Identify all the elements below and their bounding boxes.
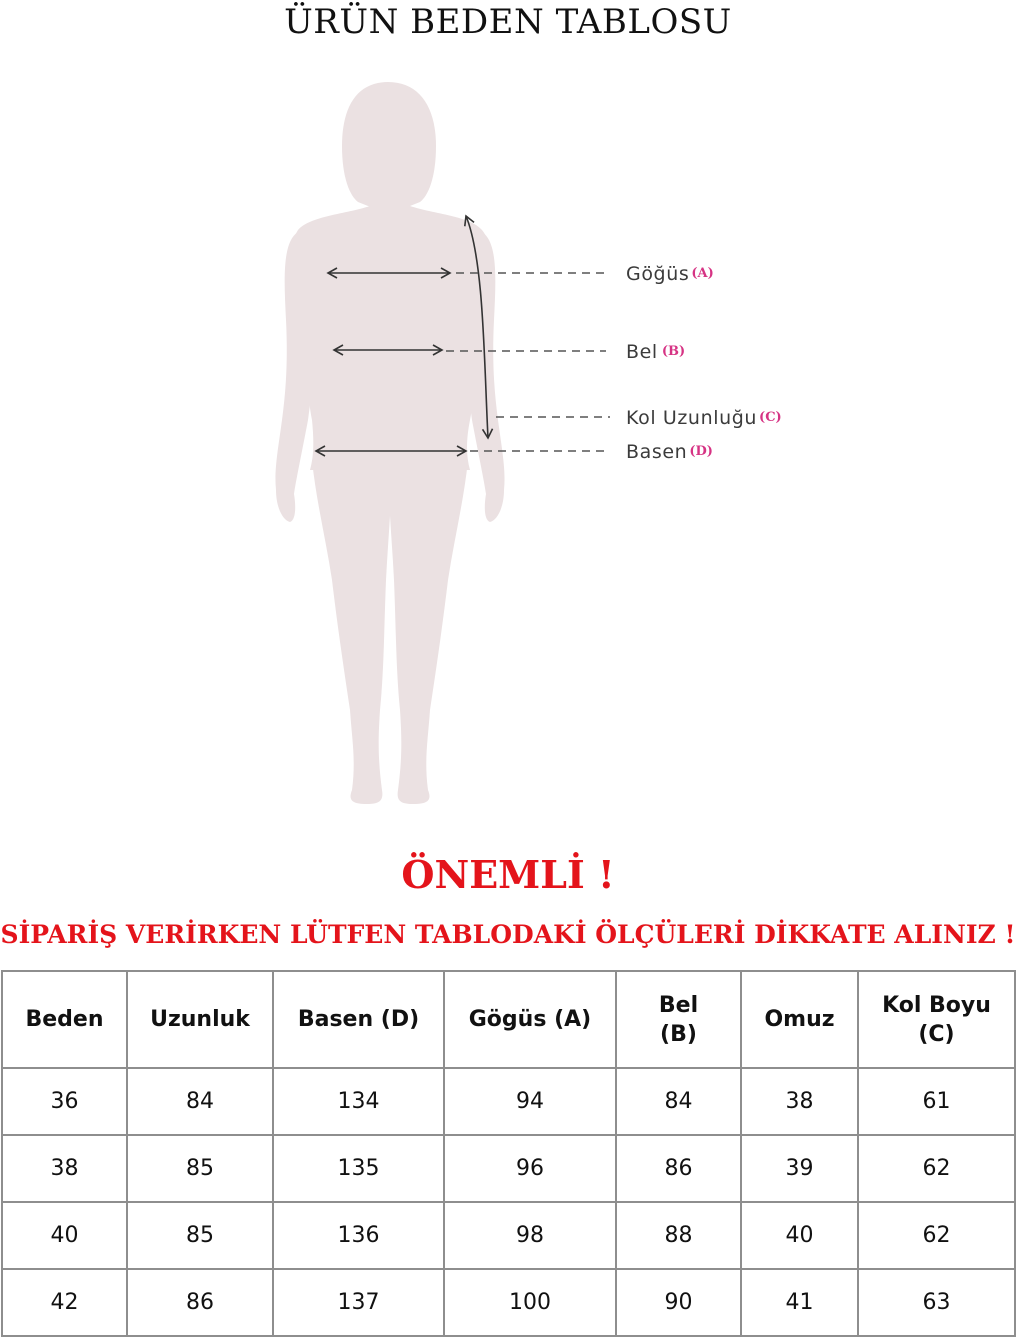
table-cell: 39 xyxy=(741,1135,858,1202)
table-cell: 90 xyxy=(616,1269,741,1336)
table-cell: 134 xyxy=(273,1068,444,1135)
page-title: ÜRÜN BEDEN TABLOSU xyxy=(284,2,732,42)
table-cell: 84 xyxy=(127,1068,273,1135)
measurement-diagram xyxy=(0,60,1016,820)
header-uzunluk: Uzunluk xyxy=(127,971,273,1068)
table-cell: 42 xyxy=(2,1269,127,1336)
measurement-label-hip: Basen (D) xyxy=(626,441,713,463)
table-cell: 41 xyxy=(741,1269,858,1336)
table-cell: 96 xyxy=(444,1135,616,1202)
table-cell: 100 xyxy=(444,1269,616,1336)
measurement-label-waist: Bel (B) xyxy=(626,341,686,363)
table-row xyxy=(2,1269,1015,1336)
table-cell: 36 xyxy=(2,1068,127,1135)
header-basen: Basen (D) xyxy=(273,971,444,1068)
table-row xyxy=(2,1135,1015,1202)
table-header-row xyxy=(2,971,1015,1068)
header-beden: Beden xyxy=(2,971,127,1068)
measurement-label-chest: Göğüs (A) xyxy=(626,263,714,285)
order-notice: SİPARİŞ VERİRKEN LÜTFEN TABLODAKİ ÖLÇÜLERİ DİKKATE ALINIZ ! xyxy=(0,920,1016,949)
table-cell: 84 xyxy=(616,1068,741,1135)
size-table xyxy=(1,970,1016,1337)
table-row xyxy=(2,1068,1015,1135)
important-heading: ÖNEMLİ ! xyxy=(401,852,615,897)
table-cell: 88 xyxy=(616,1202,741,1269)
table-cell: 61 xyxy=(858,1068,1015,1135)
table-cell: 62 xyxy=(858,1202,1015,1269)
table-cell: 137 xyxy=(273,1269,444,1336)
table-cell: 135 xyxy=(273,1135,444,1202)
table-row xyxy=(2,1202,1015,1269)
measurement-label-sleeve: Kol Uzunluğu (C) xyxy=(626,407,782,429)
table-cell: 85 xyxy=(127,1135,273,1202)
table-cell: 38 xyxy=(741,1068,858,1135)
table-cell: 94 xyxy=(444,1068,616,1135)
table-cell: 98 xyxy=(444,1202,616,1269)
header-gogus: Gögüs (A) xyxy=(444,971,616,1068)
header-omuz: Omuz xyxy=(741,971,858,1068)
table-cell: 85 xyxy=(127,1202,273,1269)
table-cell: 86 xyxy=(616,1135,741,1202)
table-cell: 40 xyxy=(2,1202,127,1269)
header-kol-boyu: Kol Boyu (C) xyxy=(858,971,1015,1068)
table-cell: 40 xyxy=(741,1202,858,1269)
table-cell: 86 xyxy=(127,1269,273,1336)
table-cell: 62 xyxy=(858,1135,1015,1202)
table-cell: 38 xyxy=(2,1135,127,1202)
body-silhouette xyxy=(275,82,504,804)
table-cell: 63 xyxy=(858,1269,1015,1336)
table-cell: 136 xyxy=(273,1202,444,1269)
header-bel: Bel (B) xyxy=(616,971,741,1068)
body-measurement-figure xyxy=(0,60,1016,820)
